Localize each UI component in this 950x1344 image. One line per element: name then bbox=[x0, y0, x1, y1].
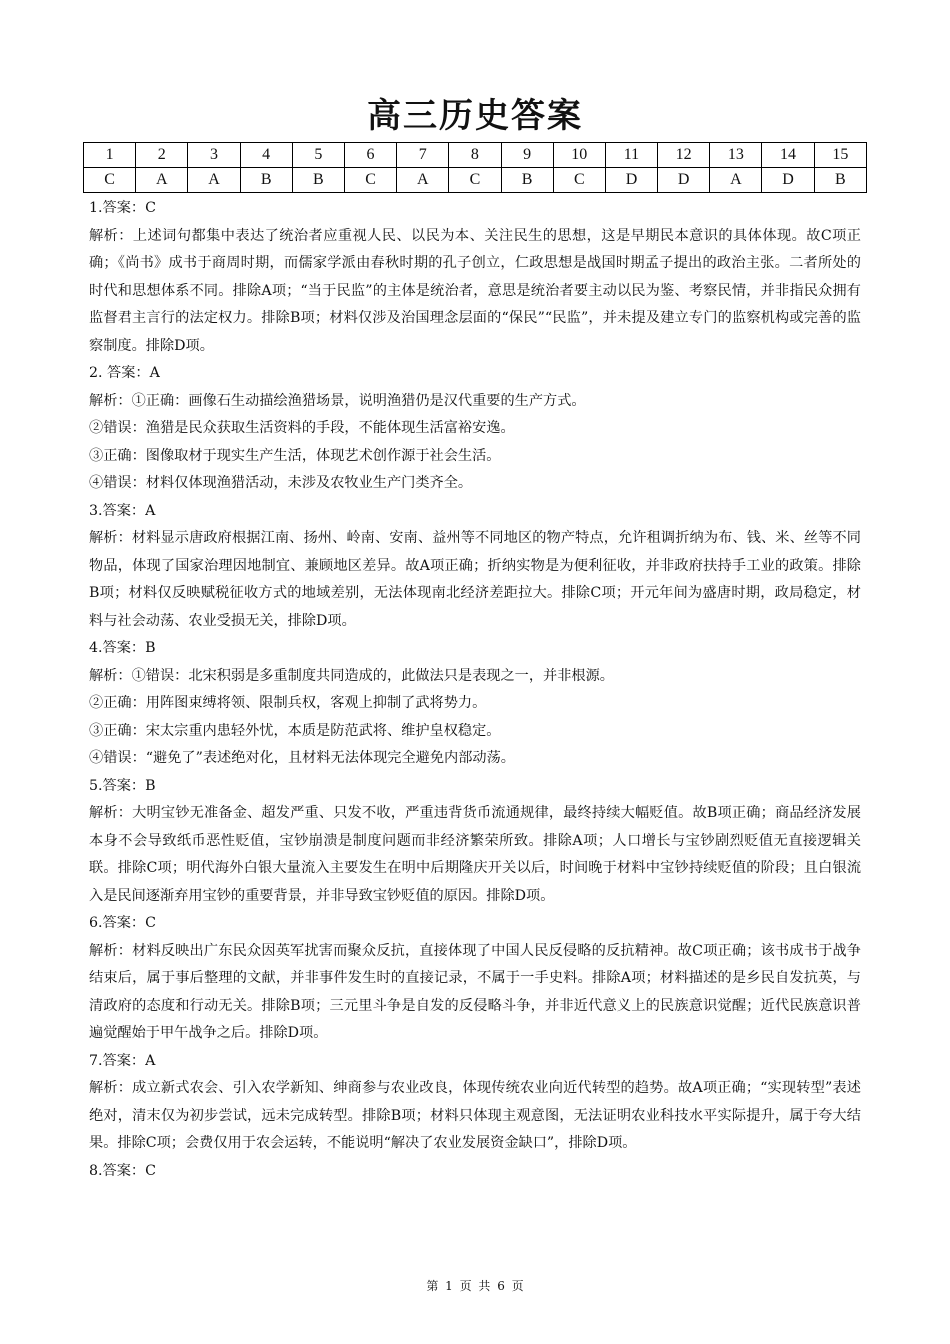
answer-cell: D bbox=[605, 168, 657, 193]
answer-table-answer-row bbox=[84, 168, 867, 193]
answer-item bbox=[89, 1158, 861, 1186]
answer-cell: C bbox=[553, 168, 605, 193]
answer-line: 3.答案：A bbox=[89, 502, 156, 519]
answer-item bbox=[89, 910, 861, 1048]
explanation-text: ②错误：渔猎是民众获取生活资料的手段，不能体现生活富裕安逸。 bbox=[89, 420, 515, 436]
document-title: 高三历史答案 bbox=[367, 96, 583, 136]
question-number-cell: 3 bbox=[188, 143, 240, 168]
question-number-cell: 6 bbox=[344, 143, 396, 168]
explanation-text: ②正确：用阵图束缚将领、限制兵权，客观上抑制了武将势力。 bbox=[89, 695, 487, 711]
answer-cell: A bbox=[710, 168, 762, 193]
answer-cell: C bbox=[344, 168, 396, 193]
answer-item bbox=[89, 360, 861, 498]
answer-line: 5.答案：B bbox=[89, 777, 156, 794]
explanation-text: ④错误：材料仅体现渔猎活动，未涉及农牧业生产门类齐全。 bbox=[89, 475, 473, 491]
answer-cell: D bbox=[658, 168, 710, 193]
answer-line: 8.答案：C bbox=[89, 1162, 156, 1179]
answer-item bbox=[89, 773, 861, 911]
explanation-text: 解析：材料反映出广东民众因英军扰害而聚众反抗，直接体现了中国人民反侵略的反抗精神。故C项正确；该书成书于战争结束后，属于事后整理的文献，并非事件发生时的直接记录，不属于一手史料。排除A项；材料描述的是乡民自发抗英，与清政府的态度和行动无关。排除B项；三元里斗争是自发的反侵略斗争，并非近代意义上的民族意识觉醒；近代民族意识普遍觉醒始于甲午战争之后。排除D项。 bbox=[89, 942, 861, 1041]
question-number-cell: 1 bbox=[84, 143, 136, 168]
question-number-cell: 15 bbox=[814, 143, 866, 168]
explanation-text: ③正确：宋太宗重内患轻外忧，本质是防范武将、维护皇权稳定。 bbox=[89, 722, 501, 739]
question-number-cell: 12 bbox=[658, 143, 710, 168]
answer-cell: B bbox=[814, 168, 866, 193]
answer-table bbox=[83, 142, 867, 193]
explanation-text: 解析：上述词句都集中表达了统治者应重视人民、以民为本、关注民生的思想，这是早期民本意识的具体体现。故C项正确；《尚书》成书于商周时期，而儒家学派由春秋时期的孔子创立，仁政思想是战国时期孟子提出的政治主张。二者所处的时代和思想体系不同。排除A项；“当于民监”的主体是统治者，意思是统治者要主动以民为鉴、考察民情，并非指民众拥有监督君主言行的法定权力。排除B项；材料仅涉及治国理念层面的“保民”“民监”，并未提及建立专门的监察机构或完善的监察制度。排除D项。 bbox=[89, 227, 861, 354]
explanation-text: 解析：大明宝钞无准备金、超发严重、只发不收，严重违背货币流通规律，最终持续大幅贬值。故B项正确；商品经济发展本身不会导致纸币恶性贬值，宝钞崩溃是制度问题而非经济繁荣所致。排除A项；人口增长与宝钞剧烈贬值无直接逻辑关联。排除C项；明代海外白银大量流入主要发生在明中后期隆庆开关以后，时间晚于材料中宝钞持续贬值的阶段；且白银流入是民间逐渐弃用宝钞的重要背景，并非导致宝钞贬值的原因。排除D项。 bbox=[89, 805, 861, 904]
answer-cell: B bbox=[501, 168, 553, 193]
answer-cell: A bbox=[136, 168, 188, 193]
question-number-cell: 11 bbox=[605, 143, 657, 168]
question-number-cell: 5 bbox=[292, 143, 344, 168]
question-number-cell: 8 bbox=[449, 143, 501, 168]
explanation-text: 解析：①错误：北宋积弱是多重制度共同造成的，此做法只是表现之一，并非根源。 bbox=[89, 667, 614, 684]
answer-cell: A bbox=[397, 168, 449, 193]
explanation-text: 解析：①正确：画像石生动描绘渔猎场景，说明渔猎仍是汉代重要的生产方式。 bbox=[89, 392, 586, 409]
answer-table-number-row bbox=[84, 143, 867, 168]
question-number-cell: 7 bbox=[397, 143, 449, 168]
explanations bbox=[89, 195, 861, 1185]
question-number-cell: 2 bbox=[136, 143, 188, 168]
explanation-text: 解析：成立新式农会、引入农学新知、绅商参与农业改良，体现传统农业向近代转型的趋势。故A项正确；“实现转型”表述绝对，清末仅为初步尝试，远未完成转型。排除B项；材料只体现主观意图，无法证明农业科技水平实际提升，属于夸大结果。排除C项；会费仅用于农会运转，不能说明“解决了农业发展资金缺口”，排除D项。 bbox=[89, 1080, 861, 1151]
explanation-text: 解析：材料显示唐政府根据江南、扬州、岭南、安南、益州等不同地区的物产特点，允许租调折纳为布、钱、米、丝等不同物品，体现了国家治理因地制宜、兼顾地区差异。故A项正确；折纳实物是为便利征收，并非政府扶持手工业的政策。排除B项；材料仅反映赋税征收方式的地域差别，无法体现南北经济差距拉大。排除C项；开元年间为盛唐时期，政局稳定，材料与社会动荡、农业受损无关，排除D项。 bbox=[89, 530, 861, 629]
answer-line: 7.答案：A bbox=[89, 1052, 156, 1069]
explanation-text: ③正确：图像取材于现实生产生活，体现艺术创作源于社会生活。 bbox=[89, 447, 501, 464]
answer-cell: B bbox=[240, 168, 292, 193]
page-footer: 第 1 页 共 6 页 bbox=[426, 1279, 524, 1293]
question-number-cell: 13 bbox=[710, 143, 762, 168]
answer-line: 6.答案：C bbox=[89, 915, 156, 931]
answer-cell: B bbox=[292, 168, 344, 193]
answer-cell: C bbox=[449, 168, 501, 193]
answer-line: 4.答案：B bbox=[89, 640, 156, 656]
question-number-cell: 9 bbox=[501, 143, 553, 168]
answer-cell: D bbox=[762, 168, 814, 193]
question-number-cell: 4 bbox=[240, 143, 292, 168]
answer-item bbox=[89, 195, 861, 360]
answer-item bbox=[89, 1048, 861, 1158]
answer-cell: A bbox=[188, 168, 240, 193]
answer-item bbox=[89, 498, 861, 636]
explanation-text: ④错误：“避免了”表述绝对化，且材料无法体现完全避免内部动荡。 bbox=[89, 750, 515, 766]
answer-cell: C bbox=[84, 168, 136, 193]
question-number-cell: 14 bbox=[762, 143, 814, 168]
answer-item bbox=[89, 635, 861, 773]
answer-line: 2. 答案：A bbox=[89, 365, 160, 381]
answer-line: 1.答案：C bbox=[89, 200, 156, 216]
question-number-cell: 10 bbox=[553, 143, 605, 168]
